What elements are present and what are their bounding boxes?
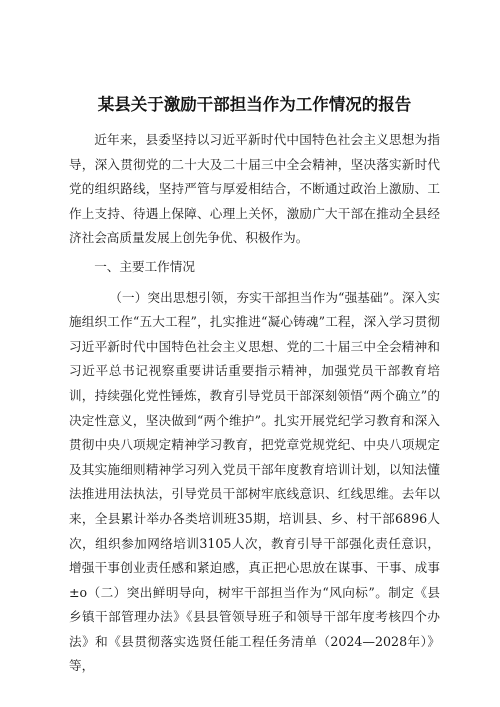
intro-paragraph: 近年来，县委坚持以习近平新时代中国特色社会主义思想为指导，深入贯彻党的二十大及二十届三中全会精神，坚决落实新时代党的组织路线，坚持严管与厚爱相结合，不断通过政治上激励、工作上支持、待遇上保障、心理上关怀，激励广大干部在推动全县经济社会高质量发展上创先争优、积极作为。 [69, 132, 440, 246]
section-heading: 一、主要工作情况 [94, 258, 195, 274]
section-body-paragraph: （一）突出思想引领，夯实干部担当作为“强基础”。深入实施组织工作“五大工程”，扎实推进“凝心铸魂”工程，深入学习贯彻习近平新时代中国特色社会主义思想、党的二十届三中全会精神和习近平总书记视察重要讲话重要指示精神，加强党员干部教育培训，持续强化党性锤炼，教育引导党员干部深刻领悟“两个确立”的决定性意义，坚决做到“两个维护”。扎实开展党纪学习教育和深入贯彻中央八项规定精神学习教育，把党章党规党纪、中央八项规定及其实施细则精神学习列入党员干部年度教育培训计划，以知法懂法推进用法执法，引导党员干部树牢底线意识、红线思维。去年以来，全县累计举办各类培训班35期，培训县、乡、村干部6896人次，组织参加网络培训3105人次，教育引导干部强化责任意识，增强干事创业责任感和紧迫感，真正把心思放在谋事、干事、成事±o（二）突出鲜明导向，树牢干部担当作为“风向标”。制定《县乡镇干部管理办法》《县县管领导班子和领导干部年度考核四个办法》和《县贯彻落实选贤任能工程任务清单（2024—2028年）》等， [69, 289, 440, 674]
document-title: 某县关于激励干部担当作为工作情况的报告 [97, 95, 412, 114]
